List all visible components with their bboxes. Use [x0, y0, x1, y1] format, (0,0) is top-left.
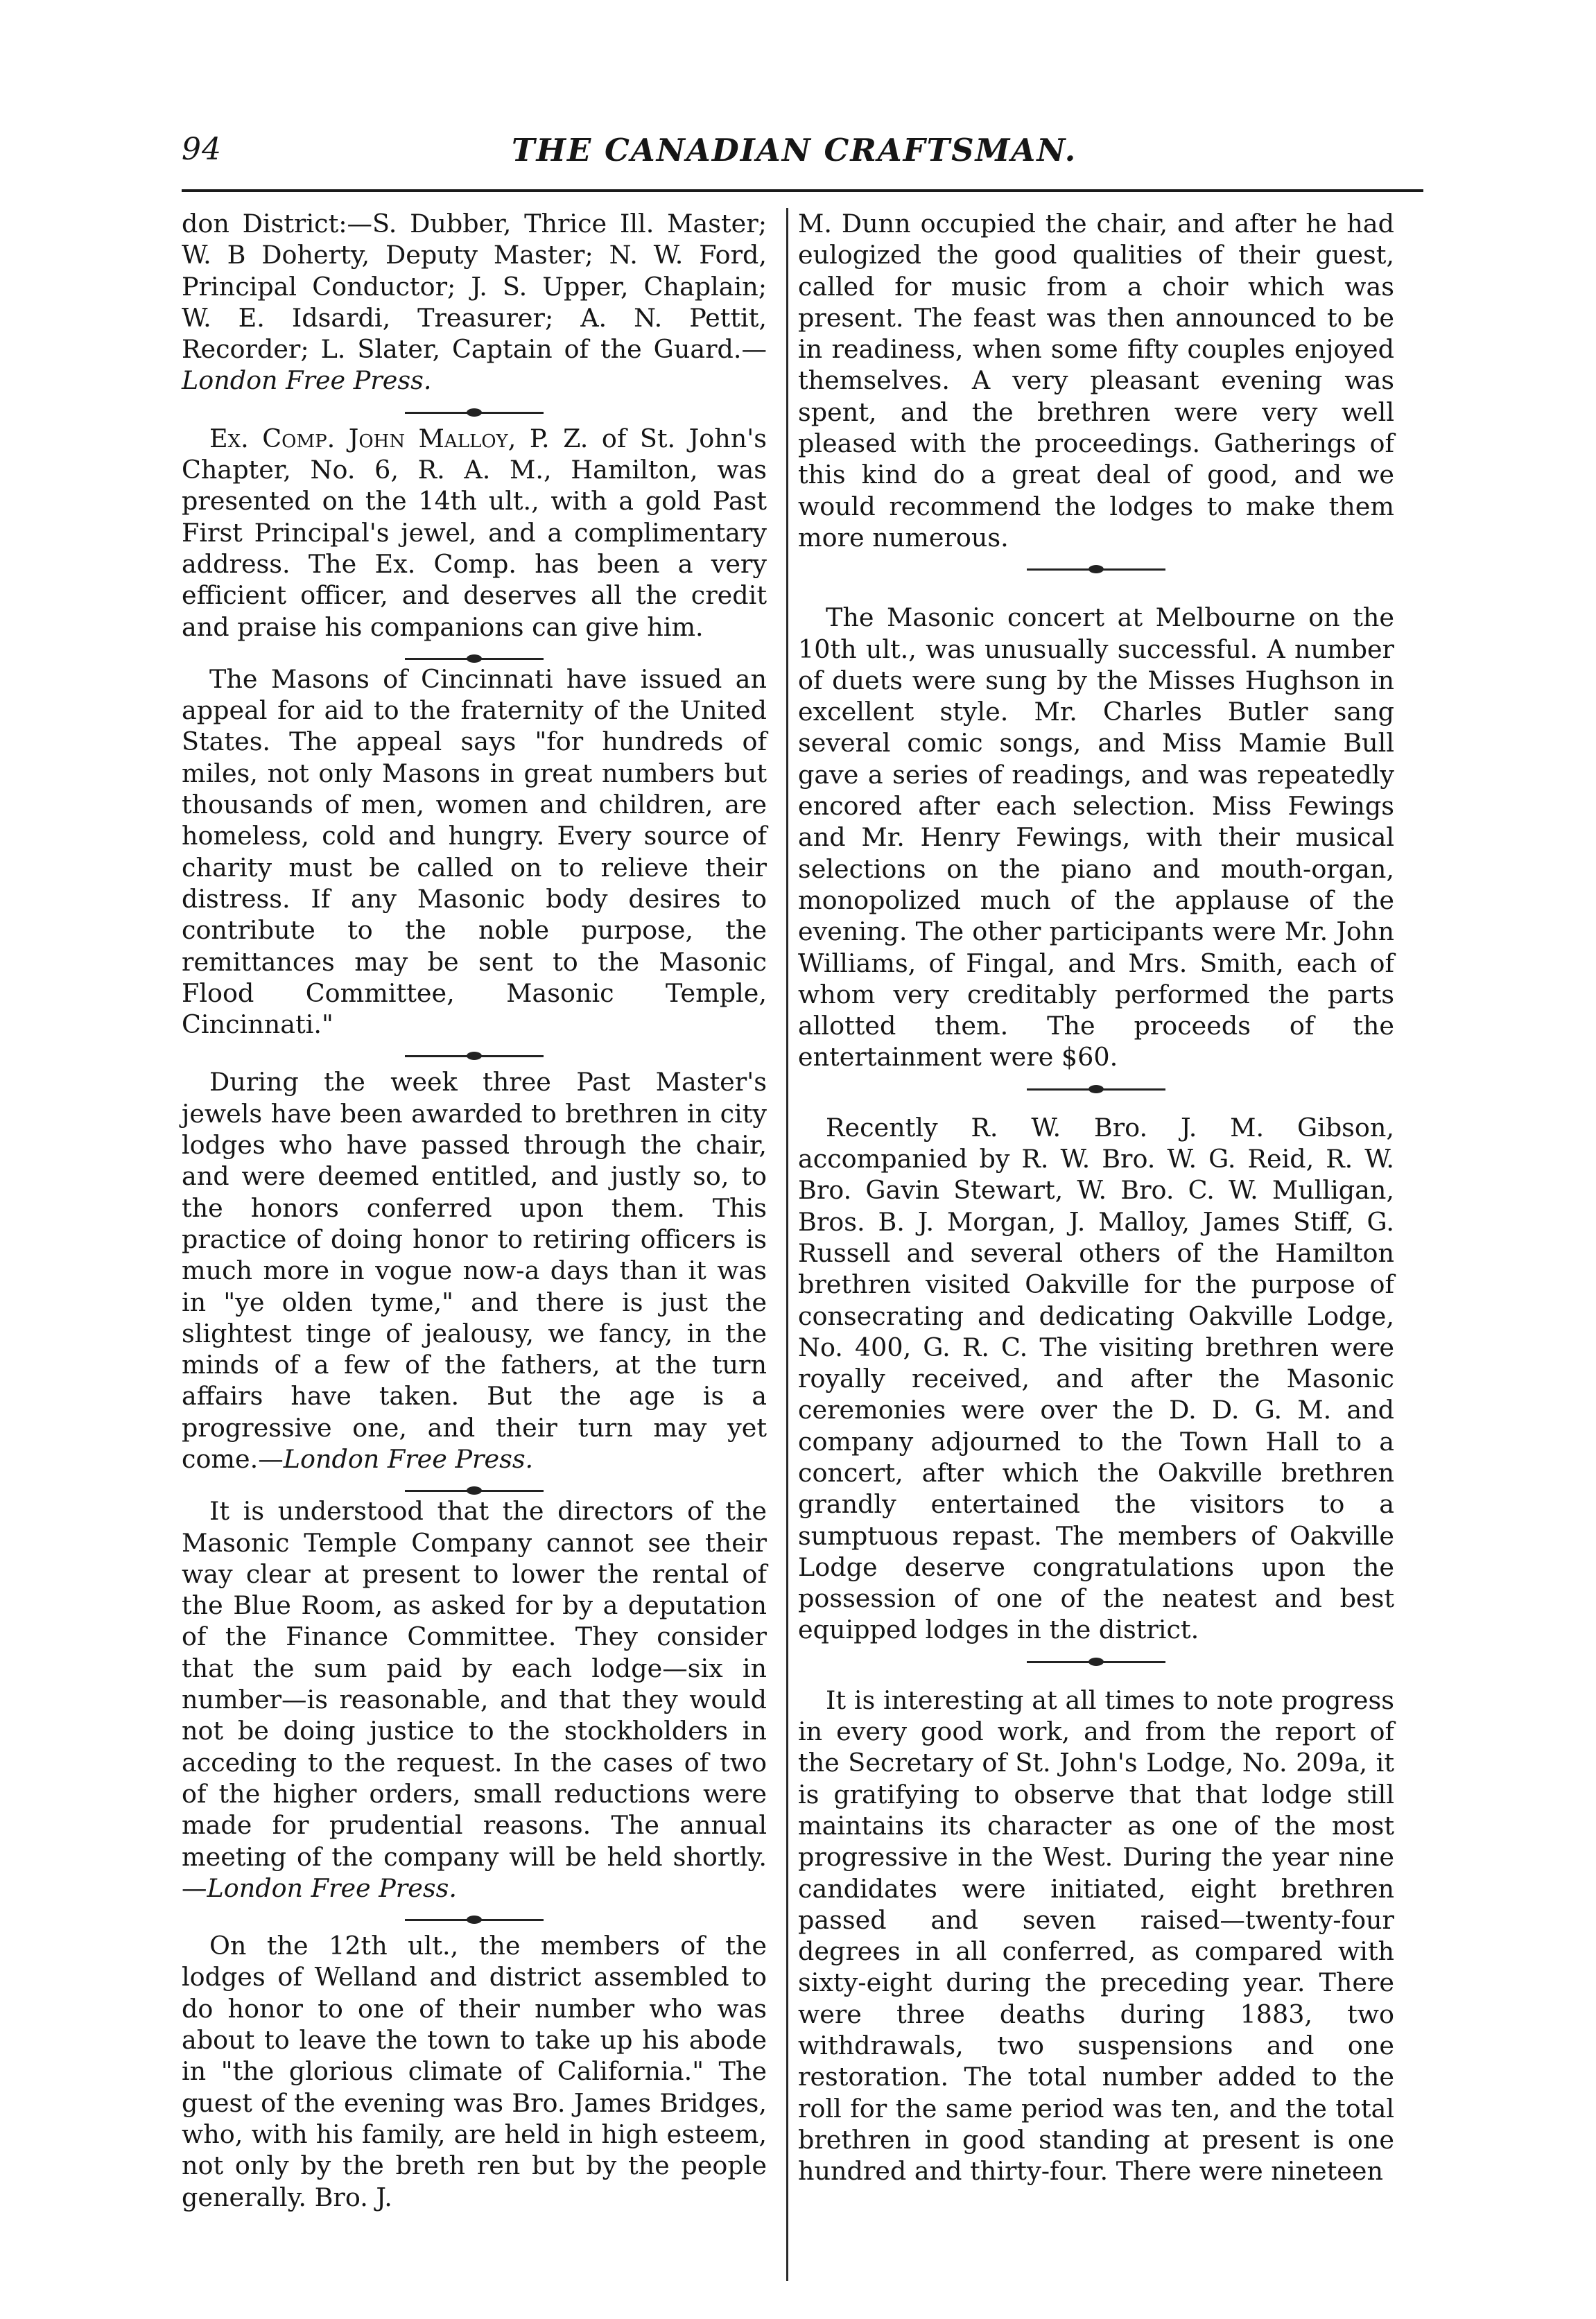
column-divider	[786, 208, 788, 2281]
article-st-johns-lodge	[798, 1685, 1394, 2187]
article-past-masters-jewels	[182, 1066, 767, 1475]
article-separator	[182, 1040, 767, 1066]
article-melbourne-concert	[798, 602, 1394, 1072]
article-text: It is interesting at all times to note progress in every good work, and from the report of the Secretary of St. John's Lodge, No. 209a, it is gratifying to observe that that lodge still maintains its character as one of the most progressive in the West. During the year nine candidates were initiated, eight brethren passed and seven raised—twenty-four degrees in all conferred, as compared with sixty-eight during the preceding year. There were three deaths during 1883, two withdrawals, two suspensions and one restoration. The total number added to the roll for the same period was ten, and the total brethren in good standing at present is one hundred and thirty-four. There were nineteen	[798, 1685, 1394, 2187]
article-separator	[182, 397, 767, 423]
article-welland-lodges	[182, 1930, 767, 2213]
article-oakville-lodge	[798, 1112, 1394, 1646]
running-title: THE CANADIAN CRAFTSMAN.	[512, 132, 1077, 168]
article-source: London Free Press.	[207, 1873, 457, 1903]
article-text: It is understood that the directors of the Masonic Temple Company cannot see their way clear at present to lower the rental of the Blue Room, as asked for by a deputation of the Finance Committee. They consider that the sum paid by each lodge—six in number—is reasonable, and that they would not be doing justice to the stockholders in acceding to the request. In the cases of two of the higher orders, small reductions were made for prudential reasons. The annual meeting of the company will be held shortly.—	[182, 1496, 767, 1903]
article-source: London Free Press.	[182, 365, 432, 396]
article-welland-continued	[798, 208, 1394, 553]
article-separator	[798, 1073, 1394, 1112]
article-text: M. Dunn occupied the chair, and after he had eulogized the good qualities of their guest, called for music from a choir which was present. The feast was then announced to be in readiness, when some fifty couples enjoyed themselves. A very pleasant evening was spent, and the brethren were very well pleased with the proceedings. Gatherings of this kind do a great deal of good, and we would recommend the lodges to make them more numerous.	[798, 209, 1394, 553]
article-text: P. Z. of St. John's Chapter, No. 6, R. A. M., Hamilton, was presented on the 14th ult., with a gold Past First Principal's jewel, and a complimentary address. The Ex. Comp. has been a very efficient officer, and deserves all the credit and praise his companions can give him.	[182, 423, 767, 642]
article-separator	[798, 1646, 1394, 1685]
article-text: Recently R. W. Bro. J. M. Gibson, accompanied by R. W. Bro. W. G. Reid, R. W. Bro. Gavin Stewart, W. Bro. C. W. Mulligan, Bros. B. J. Morgan, J. Malloy, James Stiff, G. Russell and several others of the Hamilton brethren visited Oakville for the purpose of consecrating and dedicating Oakville Lodge, No. 400, G. R. C. The visiting brethren were royally received, and after the Masonic ceremonies were over the D. D. G. M. and company adjourned to the Town Hall to a concert, after which the Oakville brethren grandly entertained the visitors to a sumptuous repast. The members of Oakville Lodge deserve congratulations upon the possession of one of the neatest and best equipped lodges in the district.	[798, 1112, 1394, 1645]
article-text: On the 12th ult., the members of the lodges of Welland and district assembled to do honor to one of their number who was about to leave the town to take up his abode in "the glorious climate of California." The guest of the evening was Bro. James Bridges, who, with his family, are held in high esteem, not only by the breth ren but by the people generally. Bro. J.	[182, 1931, 767, 2212]
right-column	[798, 208, 1394, 2187]
article-separator	[182, 1904, 767, 1930]
article-text: don District:—S. Dubber, Thrice Ill. Master; W. B Doherty, Deputy Master; N. W. Ford, Principal Conductor; J. S. Upper, Chaplain; W. E. Idsardi, Treasurer; A. N. Pettit, Recorder; L. Slater, Captain of the Guard.—	[182, 209, 767, 365]
article-district-officers	[182, 208, 767, 397]
page-header	[182, 129, 1423, 177]
article-separator	[798, 553, 1394, 602]
article-comp-malloy	[182, 423, 767, 643]
article-cincinnati-appeal	[182, 663, 767, 1041]
header-rule	[182, 189, 1423, 192]
article-text: During the week three Past Master's jewels have been awarded to brethren in city lodges who have passed through the chair, and were deemed entitled, and justly so, to the honors conferred upon them. This practice of doing honor to retiring officers is much more in vogue now-a days than it was in "ye olden tyme," and there is just the slightest tinge of jealousy, we fancy, in the minds of a few of the fathers, at the turn affairs have taken. But the age is a progressive one, and their turn may yet come.—	[182, 1067, 767, 1474]
article-text: The Masons of Cincinnati have issued an appeal for aid to the fraternity of the United States. The appeal says "for hundreds of miles, not only Masons in great numbers but thousands of men, women and children, are homeless, cold and hungry. Every source of charity must be called on to relieve their distress. If any Masonic body desires to contribute to the noble purpose, the remittances may be sent to the Masonic Flood Committee, Masonic Temple, Cincinnati."	[182, 663, 767, 1040]
article-text: The Masonic concert at Melbourne on the 10th ult., was unusually successful. A number of duets were sung by the Misses Hughson in excellent style. Mr. Charles Butler sang several comic songs, and Miss Mamie Bull gave a series of readings, and was repeatedly encored after each selection. Miss Fewings and Mr. Henry Fewings, with their musical selections on the piano and mouth-organ, monopolized much of the applause of the evening. The other participants were Mr. John Williams, of Fingal, and Mrs. Smith, each of whom very creditably performed the parts allotted them. The proceeds of the entertainment were $60.	[798, 602, 1394, 1072]
article-gap	[182, 1475, 767, 1495]
article-gap	[182, 643, 767, 663]
article-lead: Ex. Comp. John Malloy,	[209, 423, 517, 453]
article-source: London Free Press.	[283, 1443, 534, 1474]
article-temple-company	[182, 1495, 767, 1904]
left-column	[182, 208, 767, 2213]
page-number: 94	[182, 132, 222, 167]
